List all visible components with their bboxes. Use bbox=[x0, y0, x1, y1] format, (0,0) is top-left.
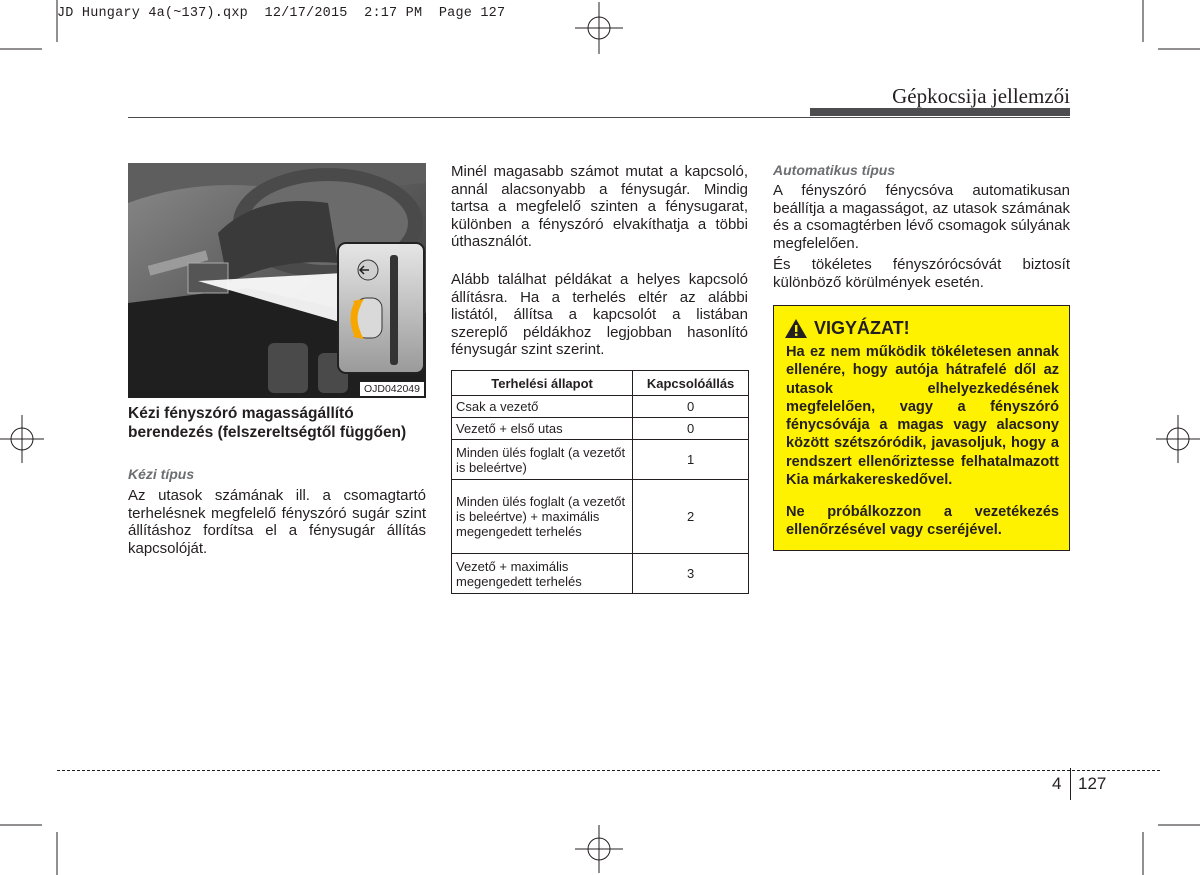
warning-triangle-icon bbox=[784, 318, 808, 339]
load-state-cell: Csak a vezető bbox=[452, 396, 633, 418]
registration-mark-right bbox=[1156, 415, 1200, 463]
load-state-cell: Vezető + első utas bbox=[452, 418, 633, 440]
table-row bbox=[452, 396, 749, 418]
section-title: Gépkocsija jellemzői bbox=[892, 84, 1070, 108]
paragraph-perfect-beam: És tökéletes fényszórócsóvát biztosít különböző körülmények esetén. bbox=[773, 256, 1070, 291]
warning-header bbox=[784, 318, 910, 339]
switch-position-cell: 2 bbox=[633, 480, 749, 554]
headlamp-leveling-switch-illustration bbox=[128, 163, 426, 398]
warning-paragraph: Ha ez nem működik tökéletesen annak ellenére, hogy autója hátrafelé dől az utasok elhelyezkedésének megfelelően, vagy a fényszóró fénycsóvája a magas vagy alacsony között szétszóródik, javasoljuk, hogy a rendszert ellenőriztesse felhatalmazott Kia márkakereskedővel. bbox=[786, 344, 1059, 489]
registration-mark-left bbox=[0, 415, 44, 463]
paragraph-automatic-type: A fényszóró fénycsóva automatikusan beállítja a magasságot, az utasok számának és a csomagtérben lévő csomagok súlyának megfelelően. bbox=[773, 182, 1070, 252]
subheading-automatic-type: Automatikus típus bbox=[773, 162, 896, 178]
table-row bbox=[452, 440, 749, 480]
switch-position-cell: 0 bbox=[633, 418, 749, 440]
page-number-divider bbox=[1070, 768, 1071, 800]
paragraph-manual-type: Az utasok számának ill. a csomagtartó terhelésnek megfelelő fényszóró sugár szint állításhoz fordítsa el a fénysugár állítás kapcsolóját. bbox=[128, 487, 426, 557]
paragraph-examples: Alább találhat példákat a helyes kapcsoló állításra. Ha a terhelés eltér az alábbi listától, állítsa a kapcsolót a listában szereplő példákhoz legjobban hasonlító fénysugár szint szerint. bbox=[451, 271, 748, 359]
load-state-cell: Vezető + maximális megengedett terhelés bbox=[452, 554, 633, 594]
column-header-load-state: Terhelési állapot bbox=[452, 371, 633, 396]
table-header-row bbox=[452, 371, 749, 396]
subheading-manual-type: Kézi típus bbox=[128, 466, 195, 482]
page-number: 127 bbox=[1078, 774, 1107, 793]
registration-mark-top bbox=[575, 2, 623, 54]
footer-dashed-rule bbox=[57, 770, 1160, 771]
column-header-switch-position: Kapcsolóállás bbox=[633, 371, 749, 396]
warning-box bbox=[773, 305, 1070, 551]
dashboard-photo bbox=[128, 163, 426, 398]
table-row bbox=[452, 418, 749, 440]
print-slug: JD Hungary 4a(~137).qxp 12/17/2015 2:17 PM Page 127 bbox=[57, 6, 506, 21]
switch-position-cell: 1 bbox=[633, 440, 749, 480]
table-row bbox=[452, 554, 749, 594]
switch-position-cell: 3 bbox=[633, 554, 749, 594]
switch-position-cell: 0 bbox=[633, 396, 749, 418]
warning-paragraph-wiring: Ne próbálkozzon a vezetékezés ellenőrzésével vagy cseréjével. bbox=[786, 504, 1059, 539]
table-row bbox=[452, 480, 749, 554]
header-bar bbox=[810, 108, 1070, 116]
heading-manual-headlamp-leveling: Kézi fényszóró magasságállító berendezés (felszereltségtől függően) bbox=[128, 405, 407, 441]
warning-title: VIGYÁZAT! bbox=[814, 318, 910, 338]
load-condition-table bbox=[451, 370, 749, 594]
registration-mark-bottom bbox=[575, 825, 623, 873]
chapter-number: 4 bbox=[1052, 774, 1062, 793]
load-state-cell: Minden ülés foglalt (a vezetőt is beleértve) + maximális megengedett terhelés bbox=[452, 480, 633, 554]
load-state-cell: Minden ülés foglalt (a vezetőt is beleértve) bbox=[452, 440, 633, 480]
header-rule bbox=[128, 117, 1070, 118]
paragraph-higher-number: Minél magasabb számot mutat a kapcsoló, annál alacsonyabb a fénysugár. Mindig tartsa a megfelelő szinten a fénysugarat, különben a fényszóró elvakíthatja a többi úthasználót. bbox=[451, 163, 748, 251]
figure-caption: OJD042049 bbox=[360, 382, 424, 396]
